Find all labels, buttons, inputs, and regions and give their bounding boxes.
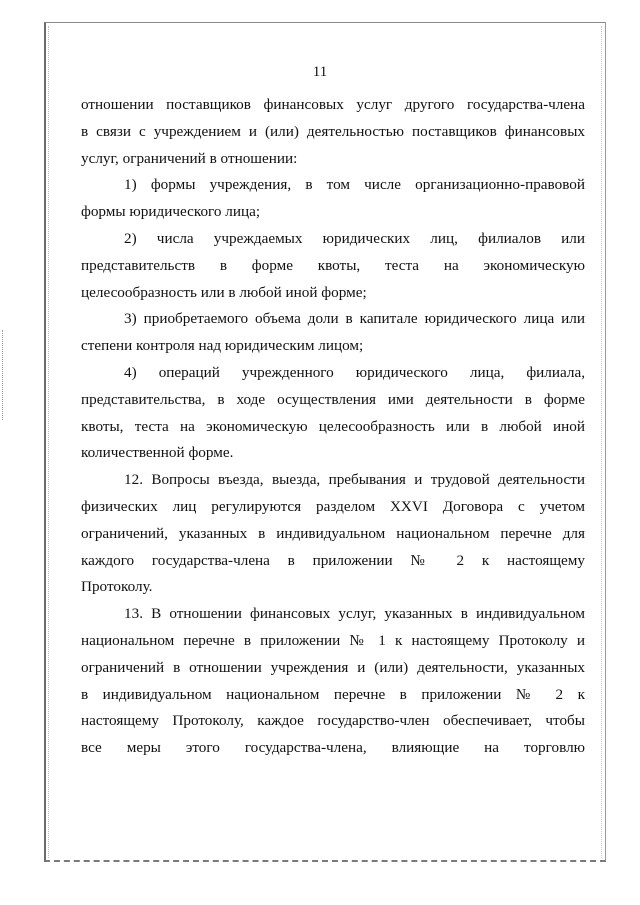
text-line: национальном перечне в приложении № 1 к настоящему Протоколу и [81, 631, 585, 649]
text-line: настоящему Протоколу, каждое государство-член обеспечивает, чтобы [81, 712, 585, 730]
text-line: квоты, теста на экономическую целесообразность или в любой иной [81, 417, 585, 435]
text-line: 12. Вопросы въезда, выезда, пребывания и трудовой деятельности [124, 471, 585, 489]
text-line: 1) формы учреждения, в том числе организационно-правовой [124, 176, 585, 194]
text-line: представительства, в ходе осуществления ими деятельности в форме [81, 390, 585, 408]
text-line: ограничений в отношении учреждения и (или) деятельности, указанных [81, 658, 585, 676]
text-line: отношении поставщиков финансовых услуг другого государства-члена [81, 96, 585, 113]
text-line: каждого государства-члена в приложении № 2 к настоящему [81, 551, 585, 569]
text-line: целесообразность или в любой иной форме; [81, 283, 367, 301]
text-line: ограничений, указанных в индивидуальном национальном перечне для [81, 524, 585, 542]
text-line: в индивидуальном национальном перечне в приложении № 2 к [81, 685, 585, 703]
page-number: 11 [312, 64, 328, 80]
text-line: услуг, ограничений в отношении: [81, 149, 298, 167]
text-line: степени контроля над юридическим лицом; [81, 337, 364, 355]
text-line: представительств в форме квоты, теста на экономическую [81, 256, 585, 274]
scan-margin-artifact [2, 330, 5, 420]
text-line: формы юридического лица; [81, 203, 261, 221]
text-line: количественной форме. [81, 444, 234, 462]
text-line: в связи с учреждением и (или) деятельностью поставщиков финансовых [81, 122, 585, 140]
document-body [81, 92, 585, 762]
text-line: все меры этого государства-члена, влияющие на торговлю [81, 739, 585, 757]
text-line: 13. В отношении финансовых услуг, указанных в индивидуальном [124, 605, 585, 623]
text-line: физических лиц регулируются разделом XXVI Договора с учетом [81, 497, 585, 515]
text-line: Протоколу. [81, 578, 153, 596]
text-line: 4) операций учрежденного юридического лица, филиала, [124, 363, 585, 381]
text-line: 2) числа учреждаемых юридических лиц, филиалов или [124, 229, 585, 247]
text-line: 3) приобретаемого объема доли в капитале юридического лица или [124, 310, 585, 328]
